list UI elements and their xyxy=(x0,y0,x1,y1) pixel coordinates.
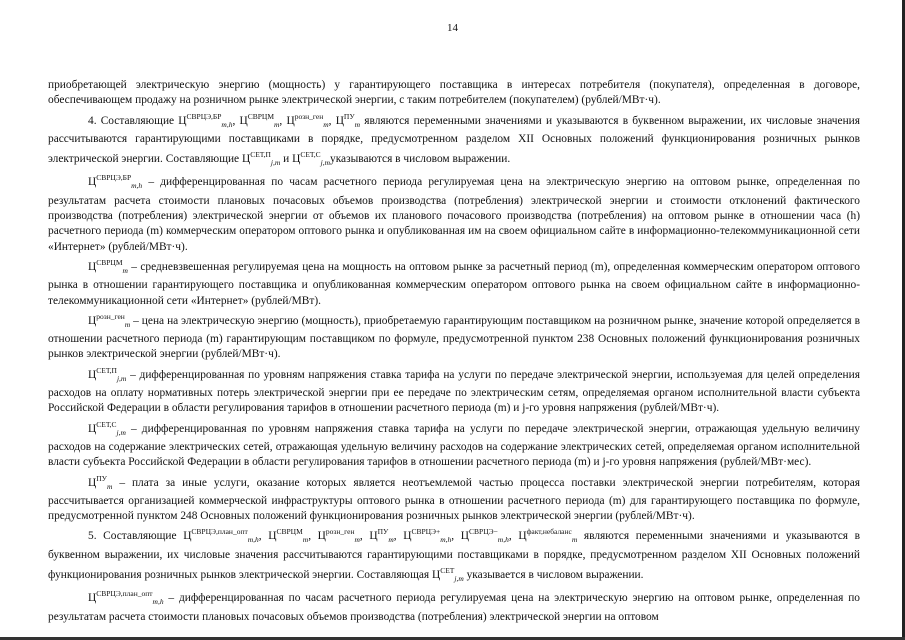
paragraph-4: 4. Составляющие $Ц^{СВРЦЭ,БР}_{m,h}$, $Ц^{СВРЦМ}_m$, $Ц^{розн\_ген}_m$, $Ц^{ПУ}_m$ являются переменными значениями и указываются в буквенном выражении, их числовые значения рассчитываются гарантирующими поставщиками в порядке, предусмотренном разделом XII Основных положений функционирования розничных рынков электрической энергии. Составляющие $Ц^{СЕТ,П}_{j,m}$ и $Ц^{СЕТ,С}_{j,m}указываются$ в числовом выражении. xyxy=(48,111,861,168)
definition-c-setc xyxy=(48,417,860,471)
paragraph-text: – дифференцированная по уровням напряжения ставка тарифа на услуги по передаче электрической энергии, используемая для целей определения расходов на оплату нормативных потерь электрической энергии при ее передаче по электрическим сетям, определяемая органом исполнительной власти субъекта Российской Федерации в области регулирования тарифов в отношении расчетного периода (m) и j-го уровня напряжения (рублей/МВт·ч). xyxy=(48,368,860,415)
paragraph-text: – плата за иные услуги, оказание которых является неотъемлемой частью процесса поставки электрической энергии потребителям, которая рассчитывается организацией коммерческой инфраструктуры оптового рынка в отношении расчетного периода (m) для гарантирующего поставщика по формуле, предусмотренной пунктом 248 Основных положений функционирования розничных рынков электрической энергии (рублей/МВт·ч). xyxy=(48,476,860,523)
symbol-c-pu: $Ц^{ПУ}_m$ xyxy=(88,473,113,491)
symbol-c-svrcm: $Ц^{СВРЦМ}_m$ xyxy=(268,527,309,545)
paragraph-intro xyxy=(48,78,860,109)
paragraph-text: 5. Составляющие xyxy=(88,530,184,543)
page-number: 14 xyxy=(447,22,458,34)
symbol-c-pu: $Ц^{ПУ}_m$ xyxy=(335,111,361,129)
paragraph-text: являются переменными значениями и указываются в буквенном выражении, их числовые значения рассчитываются гарантирующими поставщиками в порядке, предусмотренном разделом XII Основных положений функционирования розничных рынков электрической энергии. Составляющие xyxy=(48,114,861,166)
symbol-c-set: $Ц^{СЕТ}_{j,m}$ xyxy=(431,566,464,584)
symbol-c-svrcm: $Ц^{СВРЦМ}_m$ xyxy=(88,257,128,275)
symbol-c-br: $Ц^{СВРЦЭ,БР}_{m,h}$ xyxy=(178,111,233,129)
document-body xyxy=(48,78,860,625)
paragraph-text: – дифференцированная по часам расчетного периода регулируемая цена на электрическую энергию на оптовом рынке, определенная по результатам расчета стоимости плановых почасовых объемов производства (потребления) электрической энергии на оптовом xyxy=(48,592,860,623)
symbol-c-setc: $Ц^{СЕТ,С}_{j,m}$ xyxy=(88,419,126,437)
definition-c-plan xyxy=(48,586,860,625)
paragraph-text: приобретающей электрическую энергию (мощность) у гарантирующего поставщика в интересах потребителя (покупателя), определенная в договоре, обеспечивающем продажу на розничном рынке электрической энергии, с таким потребителем (покупателем) (рублей/МВт·ч). xyxy=(48,79,860,107)
symbol-c-rozn: $Ц^{розн\_ген}_m$ xyxy=(286,111,329,129)
symbol-c-rozn: $Ц^{розн\_ген}_m$ xyxy=(88,311,131,329)
paragraph-text: являются переменными значениями и указываются в буквенном выражении, их числовые значения рассчитываются гарантирующими поставщиками в порядке, предусмотренном разделом XII Основных положений функционирования розничных рынков электрической энергии. Составляющая xyxy=(48,530,861,582)
symbol-c-setp: $Ц^{СЕТ,П}_{j,m}$ xyxy=(88,365,127,383)
paragraph-text: – средневзвешенная регулируемая цена на мощность на оптовом рынке за расчетный период (m), определенная коммерческим оператором оптового рынка в отношении гарантирующего поставщика и опубликованная коммерческим оператором оптового рынка на своем официальном сайте в информационно-телекоммуникационной сети «Интернет» (рублей/МВт). xyxy=(48,260,860,307)
symbol-c-rozn: $Ц^{розн\_ген}_m$ xyxy=(317,527,360,545)
paragraph-text: – дифференцированная по уровням напряжения ставка тарифа на услуги по передаче электрической энергии, отражающая удельную величину расходов на содержание электрических сетей, отражающая удельную величину расходов на содержание электрических сетей, определяемая органом исполнительной власти субъекта Российской Федерации в области регулирования тарифов в отношении расчетного периода (m) и j-го уровня напряжения (рублей/МВт·мес). xyxy=(48,422,860,469)
paragraph-text: – дифференцированная по часам расчетного периода регулируемая цена на электрическую энергию на оптовом рынке, определенная по результатам расчета стоимости плановых почасовых объемов производства (потребления) электрической энергии и стоимости отклонений фактического производства (потребления) электрической энергии от объемов их планового почасового производства (потребления) на оптовом рынке в отношении часа (h) расчетного периода (m) коммерческим оператором оптового рынка и опубликованная им на своем официальном сайте в информационно-телекоммуникационной сети «Интернет» (рублей/МВт·ч). xyxy=(48,176,860,253)
symbol-c-setc: $Ц^{СЕТ,С}_{j,m}$ xyxy=(292,150,330,168)
symbol-c-svrcm: $Ц^{СВРЦМ}_m$ xyxy=(239,111,280,129)
definition-c-pu xyxy=(48,471,860,525)
symbol-c-minus: $Ц^{СВРЦЭ-}_{m,h}$ xyxy=(460,527,509,545)
paragraph-text: – цена на электрическую энергию (мощность), приобретаемую гарантирующим поставщиком на розничном рынке, значение которой определяется в отношении расчетного периода (m) гарантирующим поставщиком по формуле, предусмотренной пунктом 238 Основных положений функционирования розничных рынков электрической энергии (рублей/МВт·ч). xyxy=(48,314,860,361)
symbol-c-setp: $Ц^{СЕТ,П}_{j,m}$ xyxy=(241,150,281,168)
symbol-c-br: $Ц^{СВРЦЭ,БР}_{m,h}$ xyxy=(88,173,143,191)
definition-c-setp xyxy=(48,363,860,417)
symbol-c-fakt: $Ц^{факт,небаланс}_m$ xyxy=(518,527,578,545)
definition-c-br xyxy=(48,170,860,254)
symbol-c-pu: $Ц^{ПУ}_m$ xyxy=(369,527,394,545)
paragraph-text: 4. Составляющие xyxy=(88,114,179,127)
paragraph-5: 5. Составляющие $Ц^{СВРЦЭ,план\_опт}_{m,h}$, $Ц^{СВРЦМ}_m$, $Ц^{розн\_ген}_m$, $Ц^{ПУ}_m$, $Ц^{СВРЦЭ+}_{m,h}$, $Ц^{СВРЦЭ-}_{m,h}$, $Ц^{факт,небаланс}_m$ являются переменными значениями и указываются в буквенном выражении, их числовые значения рассчитываются гарантирующими поставщиками в порядке, предусмотренном разделом XII Основных положений функционирования розничных рынков электрической энергии. Составляющая $Ц^{СЕТ}_{j,m}$ указывается в числовом выражении. xyxy=(48,527,861,584)
symbol-c-plus: $Ц^{СВРЦЭ+}_{m,h}$ xyxy=(403,527,452,545)
symbol-c-plan: $Ц^{СВРЦЭ,план\_опт}_{m,h}$ xyxy=(183,527,259,545)
symbol-c-plan: $Ц^{СВРЦЭ,план\_опт}_{m,h}$ xyxy=(88,589,164,607)
definition-c-svrcm xyxy=(48,255,860,309)
definition-c-rozn xyxy=(48,309,860,363)
